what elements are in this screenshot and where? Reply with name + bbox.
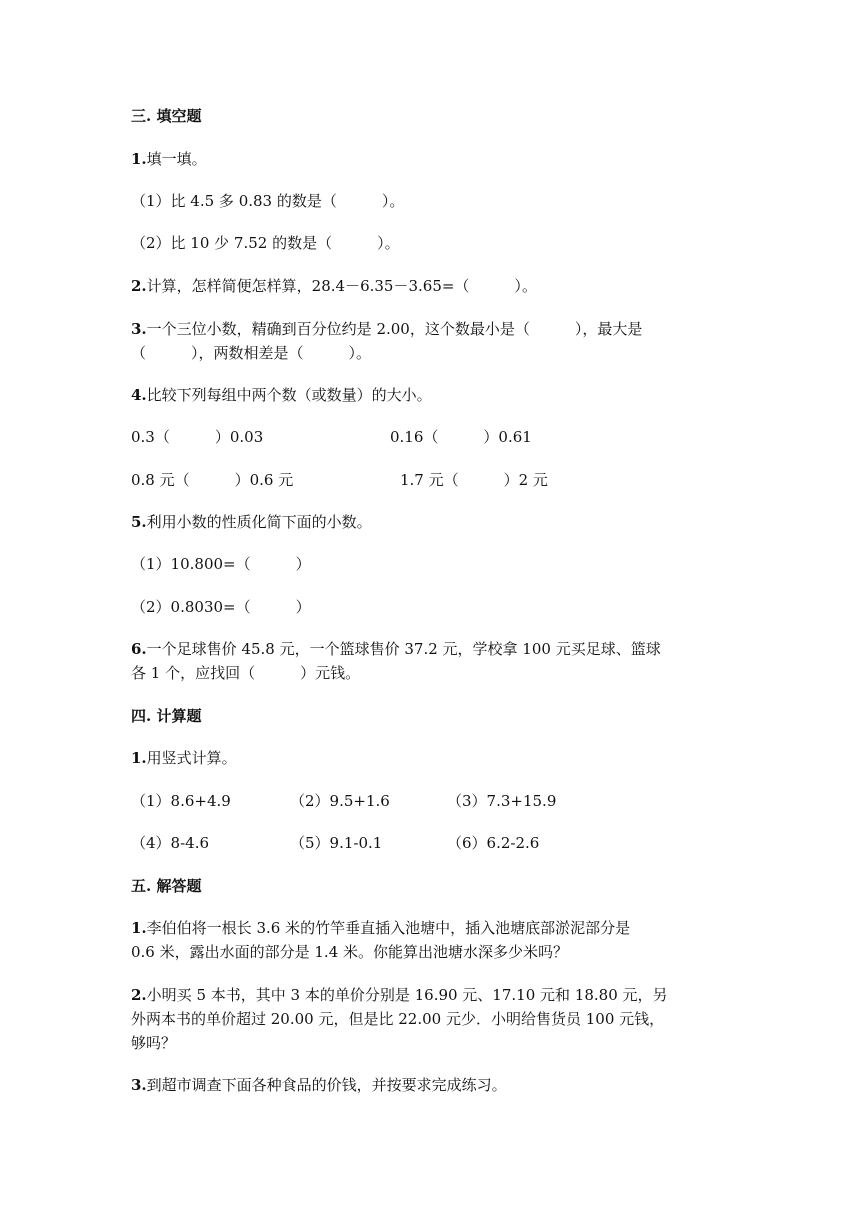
s3-q6-line2: 各 1 个，应找回（ ）元钱。 bbox=[131, 664, 361, 682]
s3-q4-r1c2: 0.16（ ）0.61 bbox=[390, 428, 532, 446]
s5-q3-number: 3. bbox=[131, 1076, 147, 1094]
s5-q1-text: 李伯伯将一根长 3.6 米的竹竿垂直插入池塘中，插入池塘底部淤泥部分是 bbox=[146, 919, 631, 937]
s3-q5 bbox=[131, 511, 372, 533]
section-4-heading: 四. 计算题 bbox=[131, 707, 202, 725]
s3-q3-line2: （ ），两数相差是（ ）。 bbox=[131, 344, 372, 362]
s4-item-2: （2）9.5+1.6 bbox=[290, 792, 390, 810]
s3-q5-text: 利用小数的性质化简下面的小数。 bbox=[146, 513, 372, 531]
s3-q1 bbox=[131, 148, 207, 170]
s3-q6-number: 6. bbox=[131, 640, 147, 658]
s3-q5-part2: （2）0.8030=（ ） bbox=[131, 598, 311, 616]
s5-q1-line1 bbox=[131, 917, 630, 939]
s5-q2-number: 2. bbox=[131, 986, 147, 1004]
s3-q2 bbox=[131, 275, 537, 297]
s5-q3 bbox=[131, 1074, 507, 1096]
s5-q1-number: 1. bbox=[131, 919, 147, 937]
s4-item-5: （5）9.1-0.1 bbox=[290, 834, 383, 852]
s3-q5-part1: （1）10.800=（ ） bbox=[131, 555, 311, 573]
s3-q3-line1 bbox=[131, 318, 642, 340]
s3-q4-r2c2: 1.7 元（ ）2 元 bbox=[400, 471, 548, 489]
s3-q6-text: 一个足球售价 45.8 元，一个篮球售价 37.2 元，学校拿 100 元买足球、篮球 bbox=[146, 640, 661, 658]
s5-q2-text: 小明买 5 本书，其中 3 本的单价分别是 16.90 元、17.10 元和 18.80 元，另 bbox=[146, 986, 668, 1004]
section-5-heading: 五. 解答题 bbox=[131, 877, 202, 895]
section-3-heading: 三. 填空题 bbox=[131, 107, 202, 125]
s3-q4-text: 比较下列每组中两个数（或数量）的大小。 bbox=[146, 386, 432, 404]
s3-q4-r2c1: 0.8 元（ ）0.6 元 bbox=[131, 471, 294, 489]
s5-q3-text: 到超市调查下面各种食品的价钱，并按要求完成练习。 bbox=[146, 1076, 507, 1094]
s3-q3-number: 3. bbox=[131, 320, 147, 338]
s3-q1-number: 1. bbox=[131, 150, 147, 168]
s4-item-1: （1）8.6+4.9 bbox=[131, 792, 231, 810]
s4-item-6: （6）6.2-2.6 bbox=[447, 834, 540, 852]
s3-q1-part1: （1）比 4.5 多 0.83 的数是（ ）。 bbox=[131, 192, 405, 210]
s3-q1-text: 填一填。 bbox=[146, 150, 207, 168]
s4-q1 bbox=[131, 747, 237, 769]
s3-q6-line1 bbox=[131, 638, 661, 660]
s3-q1-part2: （2）比 10 少 7.52 的数是（ ）。 bbox=[131, 234, 400, 252]
s3-q2-text: 计算，怎样简便怎样算，28.4－6.35－3.65=（ ）。 bbox=[146, 277, 537, 295]
s5-q2-line1 bbox=[131, 984, 668, 1006]
s5-q1-line2: 0.6 米，露出水面的部分是 1.4 米。你能算出池塘水深多少米吗？ bbox=[131, 943, 569, 961]
s3-q4 bbox=[131, 384, 432, 406]
s3-q4-r1c1: 0.3（ ）0.03 bbox=[131, 428, 264, 446]
s3-q3-text: 一个三位小数，精确到百分位约是 2.00，这个数最小是（ ），最大是 bbox=[146, 320, 643, 338]
s3-q4-number: 4. bbox=[131, 386, 147, 404]
s5-q2-line2: 外两本书的单价超过 20.00 元，但是比 22.00 元少．小明给售货员 100 元钱， bbox=[131, 1010, 665, 1028]
s4-q1-number: 1. bbox=[131, 749, 147, 767]
s3-q2-number: 2. bbox=[131, 277, 147, 295]
s4-item-3: （3）7.3+15.9 bbox=[447, 792, 557, 810]
s3-q5-number: 5. bbox=[131, 513, 147, 531]
s5-q2-line3: 够吗？ bbox=[131, 1034, 177, 1052]
s4-q1-text: 用竖式计算。 bbox=[146, 749, 237, 767]
s4-item-4: （4）8-4.6 bbox=[131, 834, 210, 852]
